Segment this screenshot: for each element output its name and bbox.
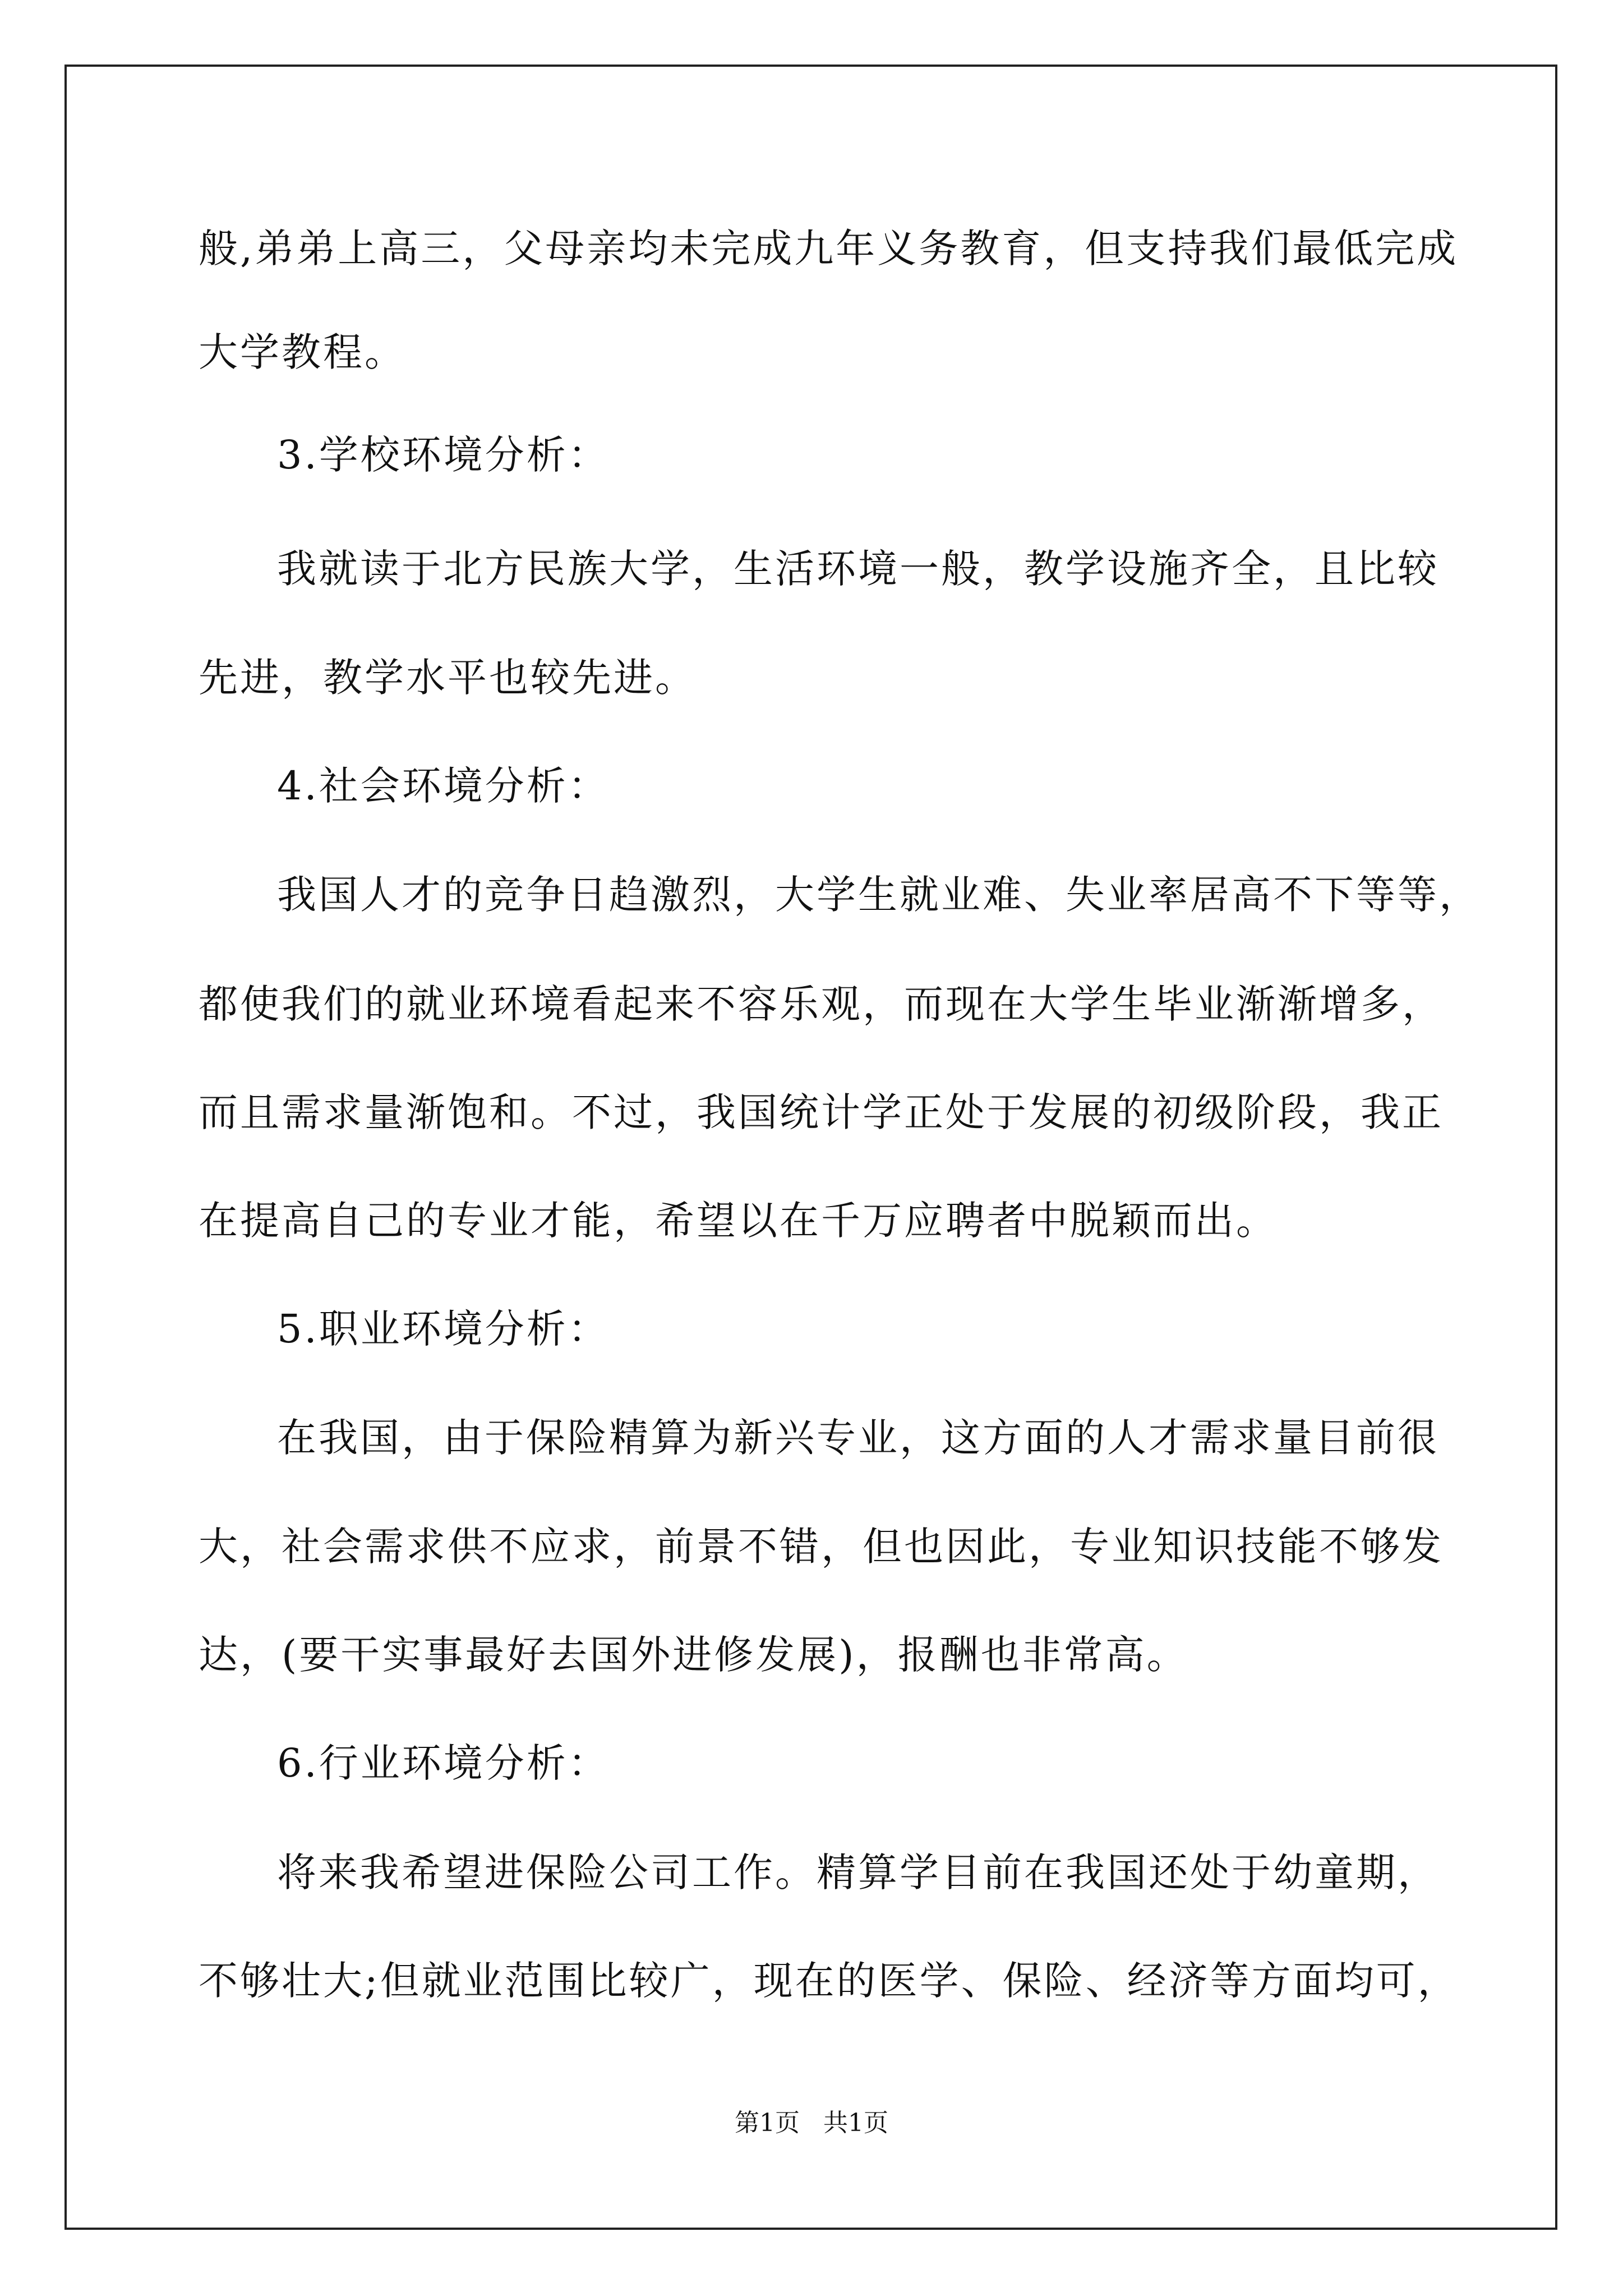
body-line-17: 不够壮大;但就业范围比较广，现在的医学、保险、经济等方面均可，	[199, 1958, 1459, 2004]
body-line-5: 先进，教学水平也较先进。	[199, 655, 697, 701]
body-line-1: 般,弟弟上高三，父母亲均未完成九年义务教育，但支持我们最低完成	[199, 226, 1459, 272]
body-line-13: 大，社会需求供不应求，前景不错，但也因此，专业知识技能不够发	[199, 1524, 1444, 1570]
page-border	[64, 65, 1557, 2230]
page-footer: 第1页 共1页	[735, 2109, 888, 2137]
body-line-7: 我国人才的竞争日趋激烈，大学生就业难、失业率居高不下等等，	[277, 872, 1481, 918]
body-line-14: 达，(要干实事最好去国外进修发展)，报酬也非常高。	[199, 1632, 1188, 1678]
section-heading-3: 3.学校环境分析：	[277, 432, 610, 478]
section-heading-4: 4.社会环境分析：	[277, 763, 610, 809]
body-line-12: 在我国，由于保险精算为新兴专业，这方面的人才需求量目前很	[277, 1415, 1439, 1461]
section-heading-6: 6.行业环境分析：	[277, 1740, 610, 1786]
body-line-16: 将来我希望进保险公司工作。精算学目前在我国还处于幼童期，	[277, 1849, 1439, 1895]
section-heading-5: 5.职业环境分析：	[277, 1306, 610, 1352]
body-line-10: 在提高自己的专业才能，希望以在千万应聘者中脱颖而出。	[199, 1198, 1278, 1244]
body-line-2: 大学教程。	[199, 329, 406, 375]
body-line-8: 都使我们的就业环境看起来不容乐观，而现在大学生毕业渐渐增多，	[199, 981, 1444, 1027]
body-line-9: 而且需求量渐饱和。不过，我国统计学正处于发展的初级阶段，我正	[199, 1089, 1444, 1135]
body-line-4: 我就读于北方民族大学，生活环境一般，教学设施齐全，且比较	[277, 546, 1439, 592]
